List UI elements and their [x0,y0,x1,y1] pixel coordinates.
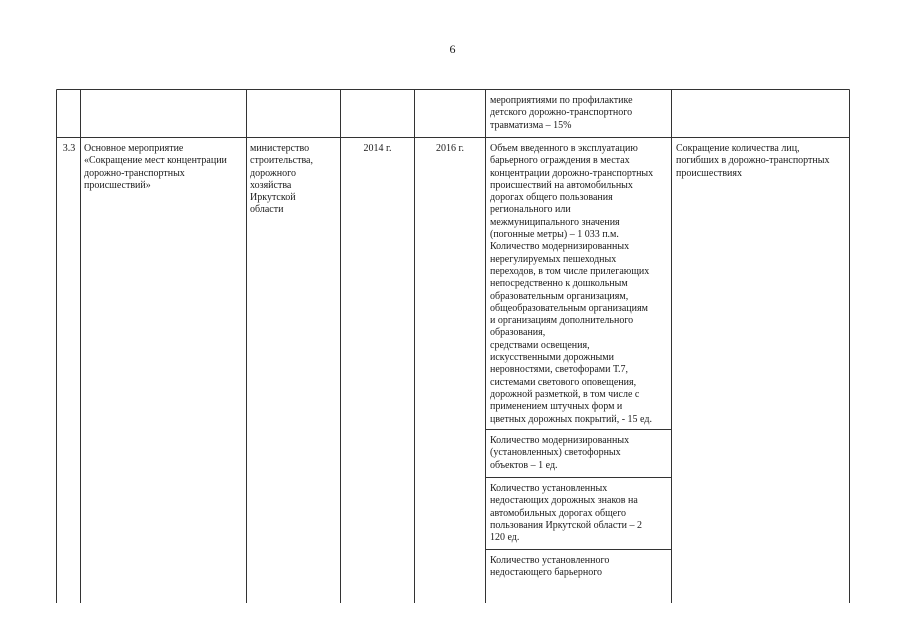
page-number: 6 [449,42,456,56]
row-number: 3.3 [62,143,76,154]
continuation-text: мероприятиями по профилактике детского дорожно-транспортного травматизма – 15% [490,95,633,131]
indicator-1: Объем введенного в эксплуатацию барьерного ограждения в местах концентрации дорожно-транспортных происшествий на автомобильных дорогах общего пользования регионального или межмуниципального значения (погонные метры) – 1 033 п.м. Количество модернизированных нерегулируемых пешеходных переходов, в том числе прилегающих непосредственно к дошкольным образовательным организациям, общеобразовательным организациям и организациям дополнительного образования, средствами освещения, искусственными дорожными неровностями, светофорами Т.7, системами светового оповещения, дорожной разметкой, в том числе с применением штучных форм и цветных дорожных покрытий, - 15 ед. [490,143,654,425]
event-name: Основное мероприятие «Сокращение мест концентрации дорожно-транспортных происшествий» [84,143,227,191]
indicator-3: Количество установленных недостающих дорожных знаков на автомобильных дорогах общего пользования Иркутской области – 2 120 ед. [490,483,642,544]
expected-result: Сокращение количества лиц, погибших в дорожно-транспортных происшествиях [676,143,830,179]
executor: министерство строительства, дорожного хозяйства Иркутской области [250,143,313,216]
indicator-4: Количество установленного недостающего барьерного [490,555,610,579]
end-year: 2016 г. [436,143,464,154]
indicator-2: Количество модернизированных (установленных) светофорных объектов – 1 ед. [490,435,630,471]
start-year: 2014 г. [363,143,392,154]
